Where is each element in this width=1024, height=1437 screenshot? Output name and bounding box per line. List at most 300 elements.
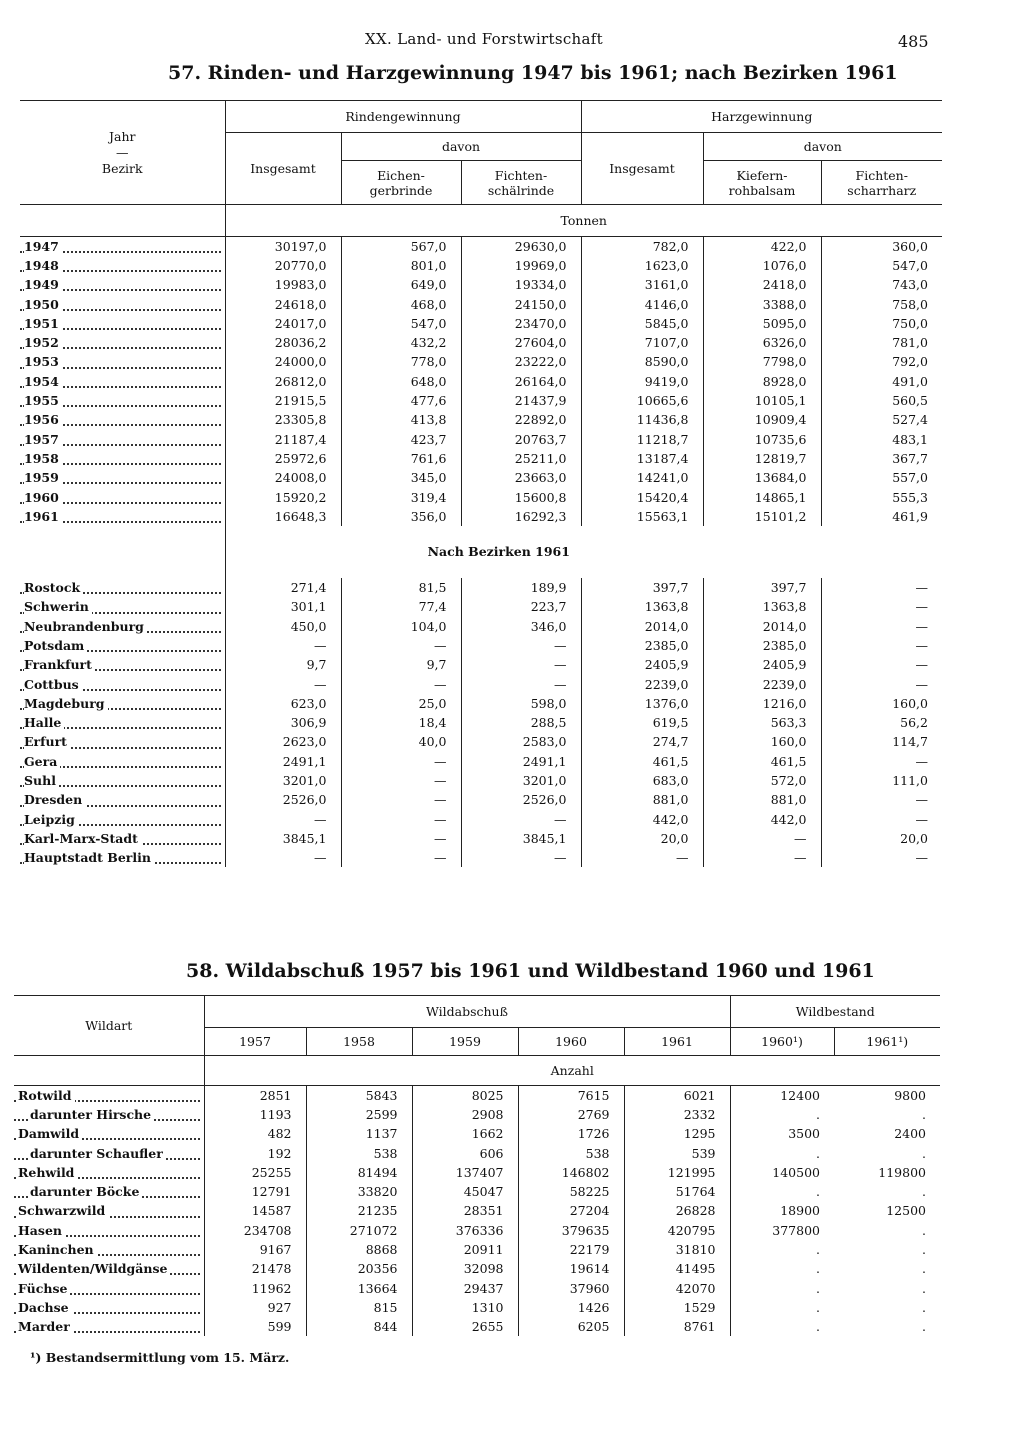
table-cell: 649,0 <box>341 275 461 294</box>
table-cell: 538 <box>306 1143 412 1162</box>
table-row <box>20 507 942 526</box>
table-cell: 31810 <box>624 1240 730 1259</box>
table-cell: 450,0 <box>225 617 341 636</box>
table-cell: 288,5 <box>461 713 581 732</box>
table-cell: 2526,0 <box>461 790 581 809</box>
row-label-text: Rehwild <box>18 1165 77 1180</box>
table-cell: 29630,0 <box>461 237 581 256</box>
row-label-text: Magdeburg <box>24 696 108 711</box>
table-cell: 12791 <box>204 1182 306 1201</box>
row-label-text: Hasen <box>18 1223 65 1238</box>
table-row <box>20 771 942 790</box>
table-cell: 15101,2 <box>703 507 821 526</box>
table-cell: — <box>915 753 928 769</box>
table-cell: . <box>922 1299 926 1315</box>
running-head: XX. Land- und Forstwirtschaft <box>365 30 603 48</box>
table-cell: — <box>461 810 581 829</box>
table-cell: 1529 <box>624 1298 730 1317</box>
table-cell: 345,0 <box>341 468 461 487</box>
table-cell: 367,7 <box>892 450 928 466</box>
table-cell: 6021 <box>624 1086 730 1105</box>
table-cell: 15920,2 <box>225 487 341 506</box>
row-label-text: Füchse <box>18 1281 70 1296</box>
table-cell: — <box>461 848 581 867</box>
table-cell: — <box>915 580 928 596</box>
row-label <box>20 372 225 391</box>
row-label-text: 1958 <box>24 451 62 466</box>
stub-head-dash: — <box>116 144 129 160</box>
table-cell: 137407 <box>412 1163 518 1182</box>
table-row <box>14 1182 940 1201</box>
table-cell: 560,5 <box>892 393 928 409</box>
table-cell: . <box>816 1184 820 1200</box>
stub-header <box>20 101 225 205</box>
table-cell: 397,7 <box>581 578 703 597</box>
table-cell: — <box>341 810 461 829</box>
table-row <box>20 468 942 487</box>
table-cell: 15420,4 <box>581 487 703 506</box>
table-cell: 25255 <box>204 1163 306 1182</box>
table-cell: 15563,1 <box>581 507 703 526</box>
row-label-text: 1948 <box>24 258 62 273</box>
table-cell: — <box>341 636 461 655</box>
table-cell: 4146,0 <box>581 294 703 313</box>
row-label <box>20 617 225 636</box>
table-row <box>20 429 942 448</box>
table-cell: 547,0 <box>341 314 461 333</box>
unit-tonnen: Tonnen <box>560 213 607 228</box>
table-cell: 160,0 <box>703 732 821 751</box>
table-cell: — <box>915 599 928 615</box>
row-label <box>20 713 225 732</box>
table-cell: 1623,0 <box>581 256 703 275</box>
table-cell: . <box>922 1242 926 1258</box>
row-label <box>20 429 225 448</box>
table-row <box>20 732 942 751</box>
row-label <box>20 597 225 616</box>
table-cell: 881,0 <box>703 790 821 809</box>
table-row <box>20 790 942 809</box>
header-year: 1961¹) <box>866 1034 909 1049</box>
table-row <box>14 1163 940 1182</box>
table-cell: 11962 <box>204 1278 306 1297</box>
table-cell: 1216,0 <box>703 694 821 713</box>
table-row <box>20 636 942 655</box>
table-cell: . <box>922 1145 926 1161</box>
table-cell: 2908 <box>412 1105 518 1124</box>
row-label-text: 1951 <box>24 316 62 331</box>
table-row <box>14 1278 940 1297</box>
unit-anzahl: Anzahl <box>550 1063 594 1078</box>
table-cell: 1295 <box>624 1124 730 1143</box>
table-cell: 8025 <box>412 1086 518 1105</box>
table-cell: 24000,0 <box>225 352 341 371</box>
table-cell: 27604,0 <box>461 333 581 352</box>
table-cell: 20763,7 <box>461 429 581 448</box>
table-cell: 815 <box>306 1298 412 1317</box>
row-label <box>20 674 225 693</box>
row-label-text: 1947 <box>24 239 62 254</box>
row-label <box>14 1182 204 1201</box>
table-row <box>20 237 942 256</box>
table-cell: 11436,8 <box>581 410 703 429</box>
table-cell: 33820 <box>306 1182 412 1201</box>
table-cell: 477,6 <box>341 391 461 410</box>
table-cell: 14865,1 <box>703 487 821 506</box>
table-cell: 10665,6 <box>581 391 703 410</box>
table-row <box>20 256 942 275</box>
table-cell: 420795 <box>624 1221 730 1240</box>
table-cell: 20356 <box>306 1259 412 1278</box>
header-harz-insgesamt: Insgesamt <box>581 133 703 205</box>
row-label-text: Leipzig <box>24 812 78 827</box>
table-cell: 442,0 <box>703 810 821 829</box>
table-cell: 9419,0 <box>581 372 703 391</box>
table-cell: 21437,9 <box>461 391 581 410</box>
row-label <box>14 1259 204 1278</box>
table-cell: 792,0 <box>892 354 928 370</box>
table-cell: 23663,0 <box>461 468 581 487</box>
row-label-text: 1949 <box>24 277 62 292</box>
table-cell: — <box>225 636 341 655</box>
table-cell: 26164,0 <box>461 372 581 391</box>
stub-head-bezirk: Bezirk <box>101 160 143 176</box>
table-cell: 12400 <box>780 1087 820 1103</box>
row-label-text: Rostock <box>24 580 83 595</box>
table-cell: 3500 <box>788 1126 820 1142</box>
table-cell: 189,9 <box>461 578 581 597</box>
table-cell: 30197,0 <box>225 237 341 256</box>
table-cell: 2491,1 <box>225 752 341 771</box>
table-58 <box>14 995 940 1336</box>
row-label-text: 1959 <box>24 470 62 485</box>
table-cell: 567,0 <box>341 237 461 256</box>
stub-header-wildart: Wildart <box>14 996 204 1056</box>
table-cell: . <box>816 1280 820 1296</box>
row-label-text: Erfurt <box>24 734 70 749</box>
table-cell: 10735,6 <box>703 429 821 448</box>
row-label <box>20 314 225 333</box>
table-row <box>20 674 942 693</box>
header-harz-davon: davon <box>703 133 942 161</box>
table-cell: 2400 <box>894 1126 926 1142</box>
table-row <box>20 391 942 410</box>
row-label-text: Rotwild <box>18 1088 75 1103</box>
table-57-title: 57. Rinden- und Harzgewinnung 1947 bis 1961; nach Bezirken 1961 <box>168 62 898 84</box>
table-cell: 42070 <box>624 1278 730 1297</box>
table-row <box>14 1240 940 1259</box>
table-cell: 121995 <box>624 1163 730 1182</box>
table-cell: — <box>225 810 341 829</box>
table-cell: 2014,0 <box>581 617 703 636</box>
row-label-text: Frankfurt <box>24 657 95 672</box>
table-cell: 25972,6 <box>225 449 341 468</box>
table-cell: 8761 <box>624 1317 730 1336</box>
table-cell: 11218,7 <box>581 429 703 448</box>
row-label-text: Dresden <box>24 792 85 807</box>
table-cell: 9800 <box>894 1087 926 1103</box>
table-cell: 22179 <box>518 1240 624 1259</box>
row-label-text: 1956 <box>24 412 62 427</box>
row-label <box>20 449 225 468</box>
table-cell: . <box>922 1280 926 1296</box>
row-label <box>20 237 225 256</box>
table-cell: . <box>816 1145 820 1161</box>
row-label <box>20 771 225 790</box>
table-cell: 24150,0 <box>461 294 581 313</box>
table-cell: 25,0 <box>341 694 461 713</box>
row-label-text: Karl-Marx-Stadt <box>24 831 141 846</box>
table-cell: 547,0 <box>892 257 928 273</box>
row-label-text: Hauptstadt Berlin <box>24 850 154 865</box>
row-label <box>20 732 225 751</box>
row-label <box>20 810 225 829</box>
table-cell: — <box>915 811 928 827</box>
table-cell: 19334,0 <box>461 275 581 294</box>
table-cell: 2623,0 <box>225 732 341 751</box>
table-cell: 19969,0 <box>461 256 581 275</box>
table-cell: 6326,0 <box>703 333 821 352</box>
row-label-text: Schwarzwild <box>18 1203 108 1218</box>
table-cell: . <box>922 1261 926 1277</box>
table-cell: 563,3 <box>703 713 821 732</box>
table-cell: 801,0 <box>341 256 461 275</box>
header-fichtenscharrharz: Fichten- scharrharz <box>847 167 917 198</box>
table-cell: 16292,3 <box>461 507 581 526</box>
stub-head-jahr: Jahr <box>109 128 136 144</box>
table-cell: 539 <box>624 1143 730 1162</box>
section-nach-bezirken: Nach Bezirken 1961 <box>427 544 570 560</box>
row-label-text: Marder <box>18 1319 73 1334</box>
table-cell: 16648,3 <box>225 507 341 526</box>
table-row <box>14 1143 940 1162</box>
row-label <box>20 333 225 352</box>
table-row <box>20 713 942 732</box>
table-cell: 758,0 <box>892 296 928 312</box>
table-cell: 422,0 <box>703 237 821 256</box>
row-label <box>20 655 225 674</box>
row-label <box>14 1298 204 1317</box>
table-cell: 306,9 <box>225 713 341 732</box>
table-cell: 15600,8 <box>461 487 581 506</box>
header-rinden-insgesamt: Insgesamt <box>225 133 341 205</box>
row-label <box>20 578 225 597</box>
table-row <box>20 352 942 371</box>
header-year: 1960 <box>518 1028 624 1056</box>
header-wildabschuss: Wildabschuß <box>204 996 730 1028</box>
table-cell: 140500 <box>772 1164 820 1180</box>
table-cell: 379635 <box>518 1221 624 1240</box>
row-label <box>14 1086 204 1105</box>
table-cell: — <box>915 850 928 866</box>
table-cell: 13664 <box>306 1278 412 1297</box>
table-cell: 844 <box>306 1317 412 1336</box>
table-cell: 28351 <box>412 1201 518 1220</box>
row-label <box>20 410 225 429</box>
table-cell: 51764 <box>624 1182 730 1201</box>
table-cell: 377800 <box>772 1222 820 1238</box>
table-cell: 782,0 <box>581 237 703 256</box>
table-cell: 22892,0 <box>461 410 581 429</box>
table-cell: 5843 <box>306 1086 412 1105</box>
table-cell: 9,7 <box>341 655 461 674</box>
table-cell: 7615 <box>518 1086 624 1105</box>
page-number: 485 <box>898 32 929 51</box>
row-label <box>14 1240 204 1259</box>
table-cell: 41495 <box>624 1259 730 1278</box>
table-cell: 2526,0 <box>225 790 341 809</box>
table-cell: 2239,0 <box>703 674 821 693</box>
header-wildbestand: Wildbestand <box>730 996 940 1028</box>
row-label-text: darunter Hirsche <box>30 1107 154 1122</box>
table-cell: 9167 <box>204 1240 306 1259</box>
table-row <box>20 333 942 352</box>
table-cell: 2769 <box>518 1105 624 1124</box>
table-cell: 376336 <box>412 1221 518 1240</box>
table-cell: 160,0 <box>892 695 928 711</box>
row-label <box>14 1143 204 1162</box>
table-cell: 8928,0 <box>703 372 821 391</box>
table-cell: 927 <box>204 1298 306 1317</box>
table-cell: — <box>915 637 928 653</box>
table-cell: — <box>341 752 461 771</box>
table-cell: 3845,1 <box>225 829 341 848</box>
table-cell: 606 <box>412 1143 518 1162</box>
table-row <box>14 1259 940 1278</box>
row-label <box>14 1317 204 1336</box>
table-cell: 623,0 <box>225 694 341 713</box>
table-cell: 483,1 <box>892 431 928 447</box>
table-cell: 19983,0 <box>225 275 341 294</box>
table-cell: 20,0 <box>900 830 928 846</box>
row-label <box>14 1105 204 1124</box>
table-row <box>14 1124 940 1143</box>
table-row <box>20 597 942 616</box>
table-row <box>20 410 942 429</box>
row-label-text: 1952 <box>24 335 62 350</box>
table-cell: 599 <box>204 1317 306 1336</box>
table-cell: 23470,0 <box>461 314 581 333</box>
table-cell: 26828 <box>624 1201 730 1220</box>
header-eichengerbrinde: Eichen- gerbrinde <box>341 161 461 205</box>
table-cell: 2583,0 <box>461 732 581 751</box>
header-harzgewinnung: Harzgewinnung <box>581 101 942 133</box>
table-cell: 5095,0 <box>703 314 821 333</box>
table-cell: 274,7 <box>581 732 703 751</box>
table-cell: 557,0 <box>892 470 928 486</box>
table-cell: 527,4 <box>892 412 928 428</box>
row-label-text: darunter Böcke <box>30 1184 142 1199</box>
row-label <box>20 848 225 867</box>
table-cell: 1076,0 <box>703 256 821 275</box>
table-row <box>20 829 942 848</box>
table-row <box>20 752 942 771</box>
table-cell: 234708 <box>204 1221 306 1240</box>
table-cell: — <box>341 771 461 790</box>
table-row <box>20 372 942 391</box>
table-cell: 24618,0 <box>225 294 341 313</box>
row-label <box>20 752 225 771</box>
table-cell: 23222,0 <box>461 352 581 371</box>
table-cell: 461,5 <box>703 752 821 771</box>
row-label-text: 1954 <box>24 374 62 389</box>
table-cell: . <box>816 1319 820 1335</box>
row-label-text: Gera <box>24 754 60 769</box>
row-label <box>14 1124 204 1143</box>
table-cell: — <box>225 674 341 693</box>
table-cell: 10105,1 <box>703 391 821 410</box>
table-cell: 413,8 <box>341 410 461 429</box>
row-label <box>20 256 225 275</box>
table-cell: 20770,0 <box>225 256 341 275</box>
table-row <box>20 275 942 294</box>
table-cell: 2014,0 <box>703 617 821 636</box>
table-cell: 468,0 <box>341 294 461 313</box>
table-row <box>14 1201 940 1220</box>
table-cell: 58225 <box>518 1182 624 1201</box>
table-row <box>14 1105 940 1124</box>
table-cell: 26812,0 <box>225 372 341 391</box>
header-fichtenschaelrinde: Fichten- schälrinde <box>461 161 581 205</box>
table-cell: . <box>922 1184 926 1200</box>
table-cell: 2239,0 <box>581 674 703 693</box>
table-cell: 683,0 <box>581 771 703 790</box>
table-cell: . <box>816 1261 820 1277</box>
row-label-text: 1961 <box>24 509 62 524</box>
row-label-text: Kaninchen <box>18 1242 97 1257</box>
table-cell: 356,0 <box>341 507 461 526</box>
table-cell: 461,9 <box>892 508 928 524</box>
table-cell: 271,4 <box>225 578 341 597</box>
table-cell: 37960 <box>518 1278 624 1297</box>
table-cell: 111,0 <box>892 773 928 789</box>
table-cell: 319,4 <box>341 487 461 506</box>
table-cell: 18900 <box>780 1203 820 1219</box>
table-row <box>14 1086 940 1105</box>
row-label-text: Cottbus <box>24 677 82 692</box>
table-cell: 1726 <box>518 1124 624 1143</box>
table-cell: — <box>581 848 703 867</box>
row-label-text: 1955 <box>24 393 62 408</box>
table-cell: 21915,5 <box>225 391 341 410</box>
table-cell: — <box>461 655 581 674</box>
table-57 <box>20 100 942 867</box>
row-label-text: Wildenten/Wildgänse <box>18 1261 170 1276</box>
table-cell: — <box>341 848 461 867</box>
table-cell: 56,2 <box>900 715 928 731</box>
table-cell: 24008,0 <box>225 468 341 487</box>
table-cell: 192 <box>204 1143 306 1162</box>
row-label-text: 1950 <box>24 297 62 312</box>
table-cell: 2385,0 <box>581 636 703 655</box>
table-cell: 301,1 <box>225 597 341 616</box>
table-cell: 10909,4 <box>703 410 821 429</box>
table-row <box>20 294 942 313</box>
table-cell: 2332 <box>624 1105 730 1124</box>
table-cell: 24017,0 <box>225 314 341 333</box>
row-label <box>14 1201 204 1220</box>
table-cell: 40,0 <box>341 732 461 751</box>
table-cell: 146802 <box>518 1163 624 1182</box>
table-cell: 14587 <box>204 1201 306 1220</box>
table-cell: 619,5 <box>581 713 703 732</box>
table-cell: — <box>915 657 928 673</box>
table-cell: 18,4 <box>341 713 461 732</box>
table-cell: 20911 <box>412 1240 518 1259</box>
table-cell: 119800 <box>878 1164 926 1180</box>
table-cell: 27204 <box>518 1201 624 1220</box>
table-cell: 12819,7 <box>703 449 821 468</box>
